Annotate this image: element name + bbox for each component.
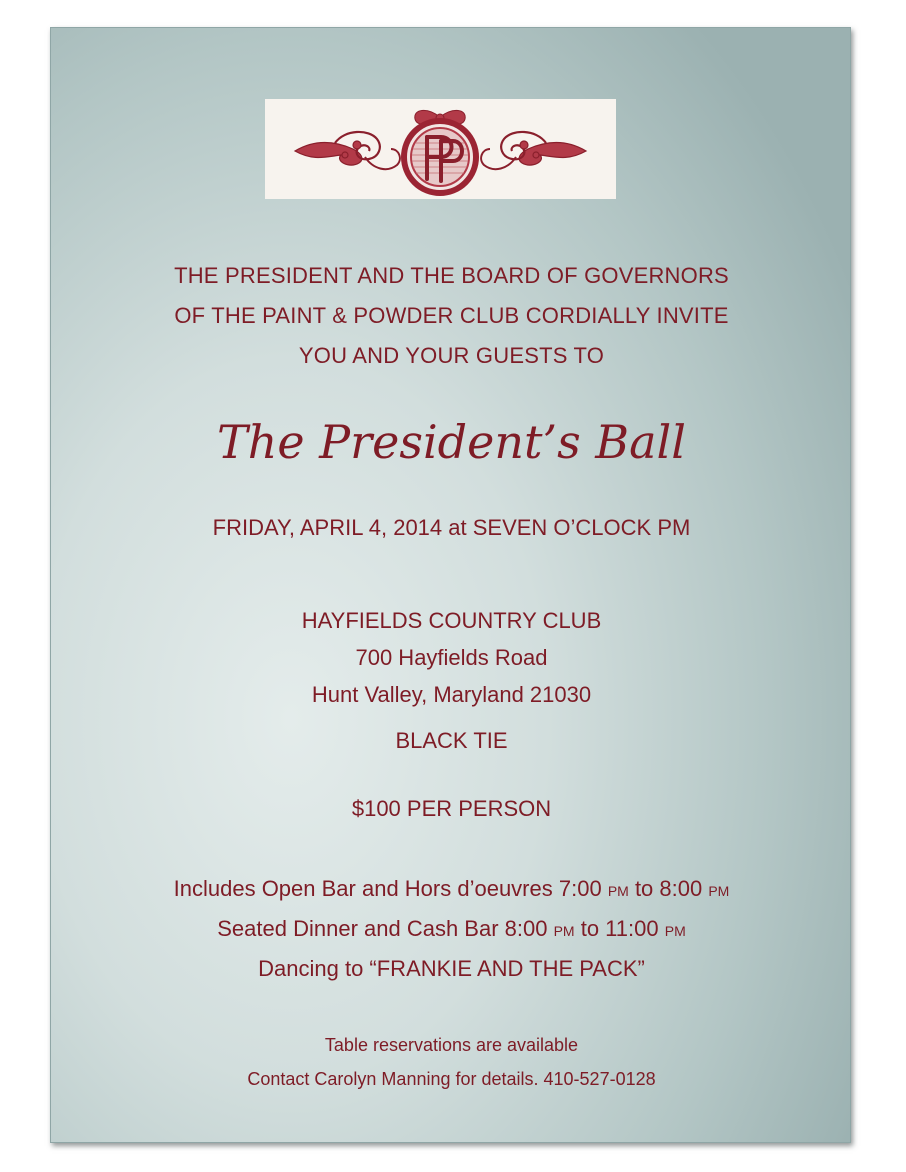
- reservations-block: [51, 1028, 852, 1096]
- contact-line: Contact Carolyn Manning for details. 410-527-0128: [247, 1069, 656, 1089]
- club-logo: [265, 99, 616, 199]
- venue-block: [51, 602, 852, 713]
- pm-label: PM: [607, 883, 629, 899]
- includes-line: [51, 910, 852, 950]
- pm-label: PM: [553, 923, 575, 939]
- venue-city: Hunt Valley, Maryland 21030: [311, 682, 592, 707]
- includes-text: Seated Dinner and Cash Bar 8:00: [217, 916, 548, 941]
- pm-label: PM: [664, 923, 686, 939]
- reservations-line: Table reservations are available: [324, 1035, 579, 1055]
- event-date-time: FRIDAY, APRIL 4, 2014 at SEVEN O’CLOCK PM: [212, 515, 691, 540]
- includes-line: Dancing to “FRANKIE AND THE PACK”: [258, 956, 645, 981]
- venue-name: HAYFIELDS COUNTRY CLUB: [301, 608, 602, 633]
- pm-label: PM: [708, 883, 730, 899]
- event-title: The President’s Ball: [217, 415, 686, 469]
- invitation-card: [50, 27, 851, 1143]
- includes-block: [51, 870, 852, 987]
- includes-line: [51, 870, 852, 910]
- includes-text: Includes Open Bar and Hors d’oeuvres 7:00: [173, 876, 602, 901]
- pp-monogram-crest-icon: [265, 99, 616, 199]
- intro-line: OF THE PAINT & POWDER CLUB CORDIALLY INVITE: [174, 303, 729, 328]
- includes-time: to 8:00: [634, 876, 703, 901]
- intro-line: THE PRESIDENT AND THE BOARD OF GOVERNORS: [174, 263, 729, 288]
- includes-time: to 11:00: [580, 916, 659, 941]
- venue-street: 700 Hayfields Road: [355, 645, 548, 670]
- invitation-intro: [51, 256, 852, 376]
- dress-code: BLACK TIE: [395, 728, 508, 753]
- ticket-price: $100 PER PERSON: [351, 796, 552, 821]
- intro-line: YOU AND YOUR GUESTS TO: [298, 343, 605, 368]
